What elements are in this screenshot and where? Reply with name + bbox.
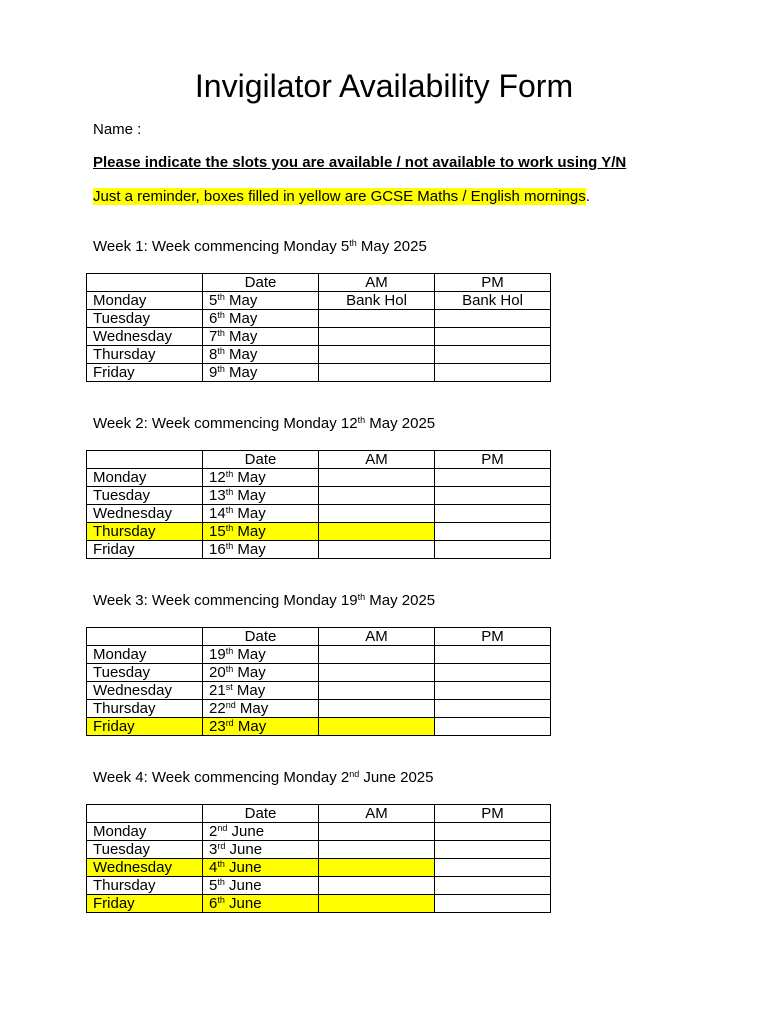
date-month: May [224, 345, 258, 363]
date-month: June [224, 858, 262, 876]
day-cell: Friday [87, 541, 203, 559]
date-ordinal: th [217, 309, 225, 320]
day-cell: Wednesday [87, 328, 203, 346]
pm-slot-cell[interactable] [435, 364, 551, 382]
am-slot-cell[interactable] [319, 859, 435, 877]
week-title-month: May 2025 [365, 592, 436, 609]
header-date-cell: Date [203, 628, 319, 646]
day-cell: Tuesday [87, 841, 203, 859]
header-pm-cell: PM [435, 628, 551, 646]
date-number: 12 [209, 468, 226, 486]
date-cell [203, 310, 319, 328]
am-slot-cell[interactable] [319, 364, 435, 382]
date-number: 21 [209, 681, 226, 699]
header-date-cell: Date [203, 451, 319, 469]
am-slot-cell[interactable] [319, 718, 435, 736]
week-title-month: May 2025 [356, 238, 427, 255]
pm-slot-cell[interactable] [435, 469, 551, 487]
week-2-table [86, 450, 551, 559]
pm-slot-cell[interactable] [435, 859, 551, 877]
date-ordinal: th [217, 876, 225, 887]
am-slot-cell[interactable] [319, 646, 435, 664]
pm-slot-cell[interactable] [435, 505, 551, 523]
day-cell: Thursday [87, 523, 203, 541]
date-ordinal: th [225, 504, 234, 515]
week-title-text: Week 4: Week commencing Monday 2 [93, 769, 350, 786]
date-number: 16 [209, 540, 226, 558]
date-ordinal: st [225, 681, 233, 692]
date-cell [203, 700, 319, 718]
header-day-cell [87, 805, 203, 823]
date-cell [203, 541, 319, 559]
date-month: May [235, 699, 269, 717]
date-cell [203, 487, 319, 505]
am-slot-cell[interactable] [319, 541, 435, 559]
table-row [87, 541, 551, 559]
table-row [87, 364, 551, 382]
date-number: 5 [209, 291, 218, 309]
am-slot-cell[interactable] [319, 469, 435, 487]
day-cell: Monday [87, 823, 203, 841]
date-cell [203, 505, 319, 523]
day-cell: Monday [87, 469, 203, 487]
table-row [87, 310, 551, 328]
table-header-row [87, 274, 551, 292]
table-row [87, 841, 551, 859]
table-row [87, 292, 551, 310]
week-title-ordinal: th [357, 415, 366, 425]
day-cell: Tuesday [87, 487, 203, 505]
date-cell [203, 328, 319, 346]
header-day-cell [87, 274, 203, 292]
date-number: 22 [209, 699, 226, 717]
date-month: May [233, 663, 266, 681]
week-3-title [93, 592, 435, 610]
pm-slot-cell[interactable]: Bank Hol [435, 292, 551, 310]
am-slot-cell[interactable] [319, 823, 435, 841]
week-title-ordinal: th [349, 238, 357, 248]
am-slot-cell[interactable] [319, 664, 435, 682]
date-cell [203, 682, 319, 700]
date-number: 15 [209, 522, 226, 540]
am-slot-cell[interactable] [319, 682, 435, 700]
pm-slot-cell[interactable] [435, 646, 551, 664]
date-number: 23 [209, 717, 226, 735]
week-1-title [93, 238, 427, 256]
date-number: 8 [209, 345, 218, 363]
date-cell [203, 664, 319, 682]
header-am-cell: AM [319, 274, 435, 292]
week-title-month: May 2025 [365, 415, 436, 432]
date-month: May [233, 486, 266, 504]
date-ordinal: rd [217, 840, 226, 851]
day-cell: Wednesday [87, 505, 203, 523]
name-label: Name : [93, 121, 142, 138]
date-cell [203, 346, 319, 364]
week-2-title [93, 415, 435, 433]
date-ordinal: th [225, 468, 234, 479]
week-title-text: Week 1: Week commencing Monday 5 [93, 238, 350, 255]
date-number: 14 [209, 504, 226, 522]
pm-slot-cell[interactable] [435, 682, 551, 700]
am-slot-cell[interactable]: Bank Hol [319, 292, 435, 310]
table-header-row [87, 805, 551, 823]
page-title: Invigilator Availability Form [194, 68, 574, 104]
date-cell [203, 646, 319, 664]
week-title-ordinal: nd [349, 769, 360, 779]
date-month: June [227, 822, 265, 840]
table-header-row [87, 628, 551, 646]
header-pm-cell: PM [435, 274, 551, 292]
week-4-table [86, 804, 551, 913]
date-month: May [224, 363, 258, 381]
date-number: 9 [209, 363, 218, 381]
day-cell: Friday [87, 364, 203, 382]
day-cell: Monday [87, 292, 203, 310]
table-header-row [87, 451, 551, 469]
header-date-cell: Date [203, 805, 319, 823]
date-cell [203, 859, 319, 877]
table-row [87, 469, 551, 487]
date-ordinal: th [217, 345, 225, 356]
date-month: May [233, 540, 266, 558]
date-number: 4 [209, 858, 218, 876]
table-row [87, 682, 551, 700]
pm-slot-cell[interactable] [435, 487, 551, 505]
header-pm-cell: PM [435, 451, 551, 469]
day-cell: Friday [87, 718, 203, 736]
day-cell: Friday [87, 895, 203, 913]
week-3-table [86, 627, 551, 736]
day-cell: Tuesday [87, 310, 203, 328]
day-cell: Monday [87, 646, 203, 664]
date-number: 19 [209, 645, 226, 663]
date-month: June [225, 840, 263, 858]
date-cell [203, 364, 319, 382]
week-title-text: Week 2: Week commencing Monday 12 [93, 415, 358, 432]
header-pm-cell: PM [435, 805, 551, 823]
date-ordinal: th [217, 363, 225, 374]
pm-slot-cell[interactable] [435, 823, 551, 841]
date-month: May [233, 504, 266, 522]
table-row [87, 523, 551, 541]
date-month: May [233, 522, 266, 540]
date-ordinal: rd [225, 717, 234, 728]
header-date-cell: Date [203, 274, 319, 292]
day-cell: Wednesday [87, 859, 203, 877]
table-row [87, 487, 551, 505]
day-cell: Thursday [87, 700, 203, 718]
pm-slot-cell[interactable] [435, 877, 551, 895]
date-cell [203, 292, 319, 310]
table-row [87, 505, 551, 523]
day-cell: Tuesday [87, 664, 203, 682]
date-ordinal: th [217, 894, 225, 905]
table-row [87, 328, 551, 346]
am-slot-cell[interactable] [319, 310, 435, 328]
date-month: May [224, 309, 258, 327]
date-number: 13 [209, 486, 226, 504]
day-cell: Wednesday [87, 682, 203, 700]
date-number: 2 [209, 822, 218, 840]
date-cell [203, 841, 319, 859]
date-cell [203, 469, 319, 487]
pm-slot-cell[interactable] [435, 346, 551, 364]
table-row [87, 877, 551, 895]
pm-slot-cell[interactable] [435, 310, 551, 328]
table-row [87, 718, 551, 736]
date-ordinal: th [217, 327, 225, 338]
date-month: May [232, 681, 266, 699]
date-ordinal: th [225, 522, 234, 533]
table-row [87, 346, 551, 364]
date-ordinal: th [225, 486, 234, 497]
day-cell: Thursday [87, 877, 203, 895]
am-slot-cell[interactable] [319, 895, 435, 913]
week-title-month: June 2025 [359, 769, 434, 786]
pm-slot-cell[interactable] [435, 328, 551, 346]
pm-slot-cell[interactable] [435, 700, 551, 718]
header-am-cell: AM [319, 805, 435, 823]
date-cell [203, 718, 319, 736]
date-number: 6 [209, 309, 218, 327]
date-ordinal: th [225, 540, 234, 551]
header-am-cell: AM [319, 451, 435, 469]
am-slot-cell[interactable] [319, 523, 435, 541]
table-row [87, 823, 551, 841]
date-month: May [233, 468, 266, 486]
date-cell [203, 523, 319, 541]
date-ordinal: nd [225, 699, 236, 710]
date-month: June [224, 894, 262, 912]
date-ordinal: th [217, 291, 225, 302]
date-cell [203, 895, 319, 913]
pm-slot-cell[interactable] [435, 895, 551, 913]
table-row [87, 895, 551, 913]
table-row [87, 664, 551, 682]
pm-slot-cell[interactable] [435, 841, 551, 859]
am-slot-cell[interactable] [319, 505, 435, 523]
date-number: 6 [209, 894, 218, 912]
date-month: May [233, 645, 266, 663]
date-ordinal: th [225, 663, 234, 674]
date-ordinal: th [217, 858, 225, 869]
header-am-cell: AM [319, 628, 435, 646]
date-month: May [224, 327, 258, 345]
date-number: 5 [209, 876, 218, 894]
date-number: 3 [209, 840, 218, 858]
day-cell: Thursday [87, 346, 203, 364]
date-number: 20 [209, 663, 226, 681]
table-row [87, 700, 551, 718]
pm-slot-cell[interactable] [435, 664, 551, 682]
table-row [87, 859, 551, 877]
am-slot-cell[interactable] [319, 877, 435, 895]
am-slot-cell[interactable] [319, 700, 435, 718]
am-slot-cell[interactable] [319, 346, 435, 364]
reminder-line [93, 188, 590, 206]
date-month: May [224, 291, 258, 309]
date-ordinal: th [225, 645, 234, 656]
reminder-period: . [585, 188, 590, 205]
date-cell [203, 823, 319, 841]
am-slot-cell[interactable] [319, 841, 435, 859]
week-title-text: Week 3: Week commencing Monday 19 [93, 592, 358, 609]
date-month: June [224, 876, 262, 894]
pm-slot-cell[interactable] [435, 523, 551, 541]
date-number: 7 [209, 327, 218, 345]
pm-slot-cell[interactable] [435, 541, 551, 559]
header-day-cell [87, 628, 203, 646]
week-title-ordinal: th [357, 592, 366, 602]
instruction-text: Please indicate the slots you are available / not available to work using Y/N [93, 154, 627, 171]
week-1-table [86, 273, 551, 382]
table-row [87, 646, 551, 664]
date-ordinal: nd [217, 822, 228, 833]
date-month: May [233, 717, 267, 735]
reminder-highlight: Just a reminder, boxes filled in yellow are GCSE Maths / English mornings [93, 188, 586, 205]
pm-slot-cell[interactable] [435, 718, 551, 736]
am-slot-cell[interactable] [319, 487, 435, 505]
date-cell [203, 877, 319, 895]
am-slot-cell[interactable] [319, 328, 435, 346]
week-4-title [93, 769, 433, 787]
header-day-cell [87, 451, 203, 469]
